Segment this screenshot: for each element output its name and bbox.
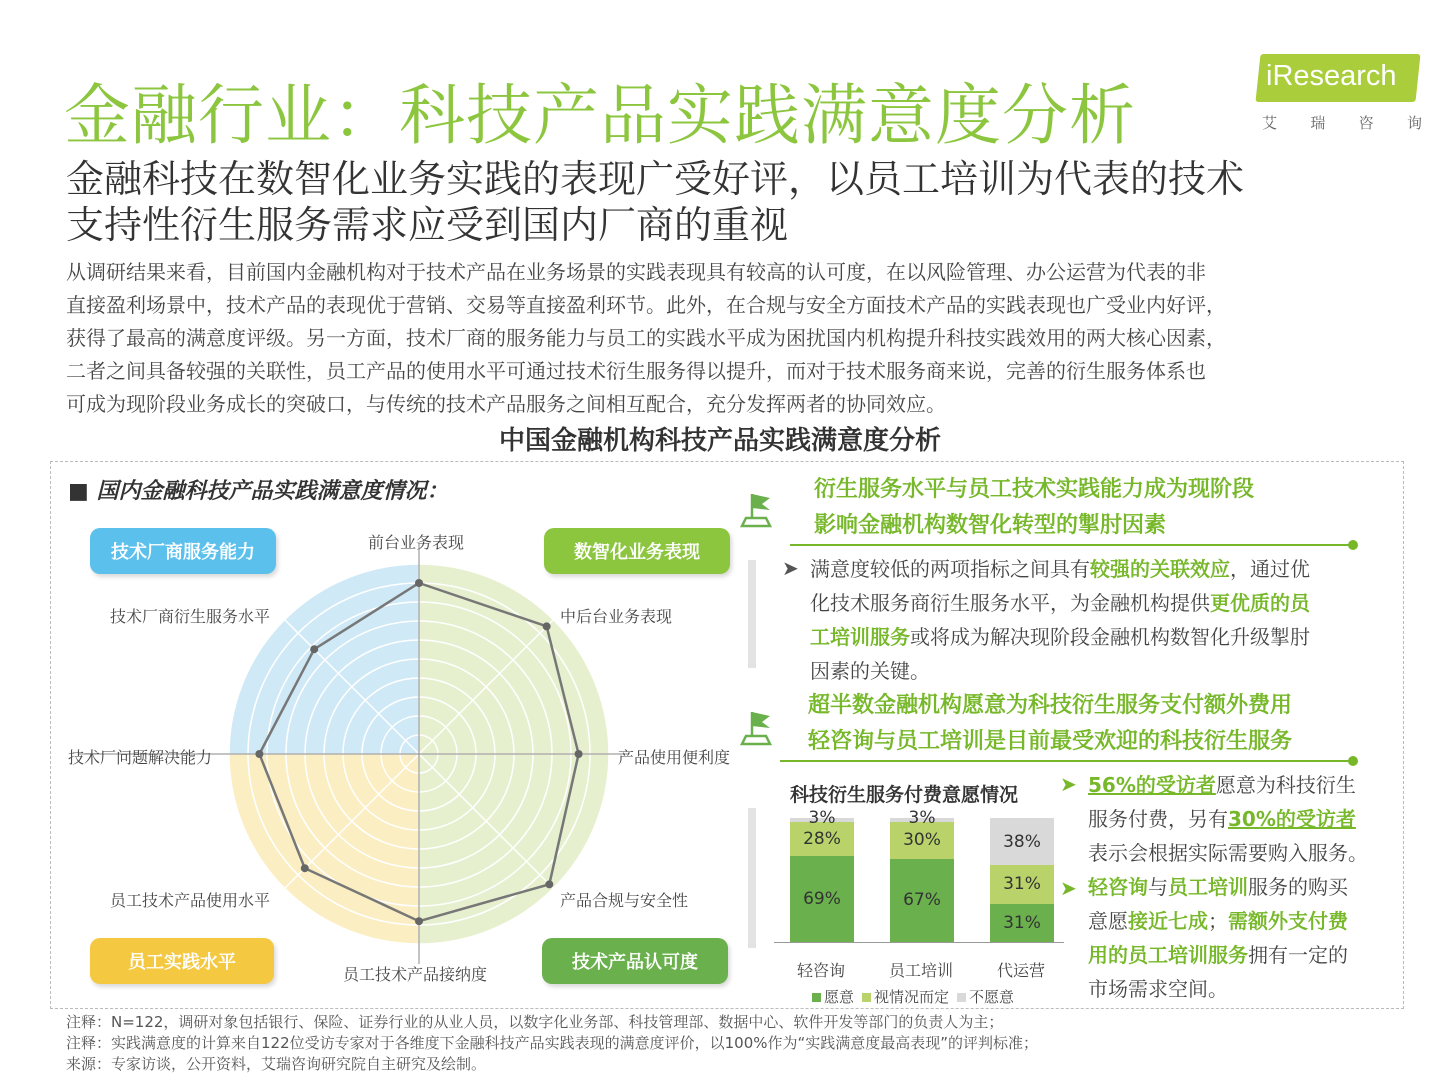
finding-bullet-1 (810, 552, 1310, 688)
pill-product-recognition: 技术产品认可度 (542, 938, 728, 984)
iresearch-logo (1256, 50, 1426, 140)
stack-data-label: 28% (803, 829, 841, 850)
axis-label: 员工技术产品接纳度 (343, 965, 488, 984)
logo-char: 艾 (1262, 114, 1278, 132)
arrow-bullet-icon: ➤ (782, 556, 799, 580)
text-run: ； (1208, 909, 1228, 933)
headline (66, 156, 1386, 248)
legend-item (812, 986, 854, 1007)
arrow-bullet-icon: ➤ (1060, 876, 1077, 900)
highlight-text: 用的员工培训服务 (1088, 943, 1248, 967)
flag-icon (736, 708, 776, 748)
text-run: 服务付费，另有 (1088, 807, 1228, 831)
legend-swatch (862, 993, 871, 1002)
radar-point (415, 579, 423, 587)
radar-point (543, 622, 551, 630)
finding-bullet-3 (1088, 870, 1348, 1006)
stack-data-label: 31% (1003, 874, 1041, 895)
logo-char: 询 (1406, 114, 1422, 132)
radar-title-text: 国内金融科技产品实践满意度情况： (96, 479, 449, 504)
decor-bar (748, 808, 756, 948)
heading-line: 超半数金融机构愿意为科技衍生服务支付额外费用 (808, 693, 1293, 718)
stack-data-label: 30% (903, 830, 941, 851)
legend-label: 愿意 (824, 988, 855, 1006)
radar-point (310, 645, 318, 653)
text-run: 或将成为解决现阶段金融机构数智化升级掣肘 (910, 625, 1310, 649)
axis-label: 技术厂商衍生服务水平 (110, 607, 271, 626)
body-paragraph (66, 256, 1386, 421)
category-label: 代运营 (996, 961, 1045, 980)
headline-line: 金融科技在数智化业务实践的表现广受好评，以员工培训为代表的技术 (66, 157, 1245, 201)
stack-data-label: 31% (1003, 912, 1041, 933)
text-run: 表示会根据实际需要购入服务。 (1088, 841, 1368, 865)
radar-point (575, 750, 583, 758)
rule-dot (1348, 756, 1358, 766)
heading-line: 轻咨询与员工培训是目前最受欢迎的科技衍生服务 (808, 729, 1293, 754)
stack-data-label: 3% (808, 808, 836, 828)
radar-point (545, 880, 553, 888)
heading-rule (780, 760, 1352, 762)
decor-bar (748, 560, 756, 668)
radar-title: ■ 国内金融科技产品实践满意度情况： (68, 479, 449, 504)
footnote-line: 注释：实践满意度的计算来自122位受访专家对于各维度下金融科技产品实践表现的满意度评价，以100%作为“实践满意度最高表现”的评判标准； (66, 1034, 1039, 1052)
axis-label: 员工技术产品使用水平 (110, 891, 271, 910)
body-line: 直接盈利场景中，技术产品的表现优于营销、交易等直接盈利环节。此外，在合规与安全方面技术产品的实践表现也广受业内好评， (66, 293, 1226, 317)
highlight-text: 较强的关联效应 (1090, 557, 1230, 581)
heading-line: 影响金融机构数智化转型的掣肘因素 (814, 513, 1167, 538)
rule-dot (1348, 540, 1358, 550)
stack-baseline (774, 942, 1064, 943)
radar-point (301, 864, 309, 872)
finding-heading-2 (808, 688, 1292, 760)
highlight-text: 56%的受访者 (1088, 773, 1216, 797)
pill-digital-business: 数智化业务表现 (544, 528, 730, 574)
stack-data-label: 69% (803, 889, 841, 910)
highlight-text: 30%的受访者 (1228, 807, 1356, 831)
text-run: 拥有一定的 (1248, 943, 1348, 967)
pill-vendor-service: 技术厂商服务能力 (90, 528, 276, 574)
text-run: 愿意为科技衍生 (1215, 773, 1356, 797)
radar-point (415, 917, 423, 925)
page-title: 金融行业：科技产品实践满意度分析 (64, 77, 1136, 154)
highlight-text: 员工培训 (1168, 875, 1248, 899)
highlight-text: 需额外支付费 (1228, 909, 1348, 933)
headline-line: 支持性衍生服务需求应受到国内厂商的重视 (66, 203, 789, 247)
logo-char: 咨 (1358, 114, 1374, 132)
legend-swatch (812, 993, 821, 1002)
body-line: 二者之间具备较强的关联性，员工产品的使用水平可通过技术衍生服务得以提升，而对于技术服务商来说，完善的衍生服务体系也 (66, 359, 1206, 383)
axis-label: 前台业务表现 (368, 533, 465, 552)
finding-bullet-2 (1088, 768, 1368, 870)
highlight-text: 接近七成 (1128, 909, 1208, 933)
footnote-line: 注释：N=122，调研对象包括银行、保险、证券行业的从业人员，以数字化业务部、科技管理部、数据中心、软件开发等部门的负责人为主； (66, 1013, 1004, 1031)
axis-label: 技术厂问题解决能力 (68, 748, 213, 767)
legend-label: 不愿意 (969, 988, 1015, 1006)
logo-text: iResearch (1266, 60, 1397, 92)
legend-label: 视情况而定 (874, 988, 950, 1006)
highlight-text: 更优质的员 (1210, 591, 1310, 615)
text-run: 因素的关键。 (810, 659, 930, 683)
text-run: 服务的购买 (1248, 875, 1348, 899)
legend-item (862, 986, 949, 1007)
highlight-text: 工培训服务 (810, 625, 910, 649)
logo-char: 瑞 (1310, 114, 1326, 132)
stack-chart-title: 科技衍生服务付费意愿情况 (790, 784, 1019, 806)
footnotes (66, 1012, 1038, 1075)
radar-point (255, 750, 263, 758)
arrow-bullet-icon: ➤ (1060, 772, 1077, 796)
text-run: ，通过优 (1230, 557, 1310, 581)
body-line: 可成为现阶段业务成长的突破口，与传统的技术产品服务之间相互配合，充分发挥两者的协同效应。 (66, 392, 946, 416)
logo-subtitle (1262, 112, 1422, 133)
text-run: 满意度较低的两项指标之间具有 (810, 557, 1090, 581)
section-title: 中国金融机构科技产品实践满意度分析 (498, 426, 941, 456)
heading-line: 衍生服务水平与员工技术实践能力成为现阶段 (814, 477, 1255, 502)
text-run: 市场需求空间。 (1088, 977, 1228, 1001)
category-label: 员工培训 (888, 961, 953, 980)
legend-item (957, 986, 1014, 1007)
text-run: 意愿 (1088, 909, 1128, 933)
text-run: 与 (1148, 875, 1168, 899)
footnote-line: 来源：专家访谈，公开资料，艾瑞咨询研究院自主研究及绘制。 (66, 1055, 487, 1073)
body-line: 从调研结果来看，目前国内金融机构对于技术产品在业务场景的实践表现具有较高的认可度，在以风险管理、办公运营为代表的非 (66, 260, 1206, 284)
stack-data-label: 38% (1003, 831, 1041, 852)
stack-legend (812, 986, 1014, 1007)
flag-icon (736, 490, 776, 530)
body-line: 获得了最高的满意度评级。另一方面，技术厂商的服务能力与员工的实践水平成为困扰国内机构提升科技实践效用的两大核心因素， (66, 326, 1226, 350)
category-label: 轻咨询 (796, 961, 845, 980)
text-run: 化技术服务商衍生服务水平，为金融机构提供 (810, 591, 1210, 615)
legend-swatch (957, 993, 966, 1002)
pill-staff-practice: 员工实践水平 (90, 938, 274, 984)
highlight-text: 轻咨询 (1088, 875, 1148, 899)
finding-heading-1 (814, 472, 1254, 544)
stack-data-label: 3% (908, 808, 936, 828)
stack-data-label: 67% (903, 890, 941, 911)
axis-label: 中后台业务表现 (560, 607, 673, 626)
axis-label: 产品合规与安全性 (560, 891, 689, 910)
axis-label: 产品使用便利度 (618, 748, 731, 767)
heading-rule (790, 544, 1352, 546)
